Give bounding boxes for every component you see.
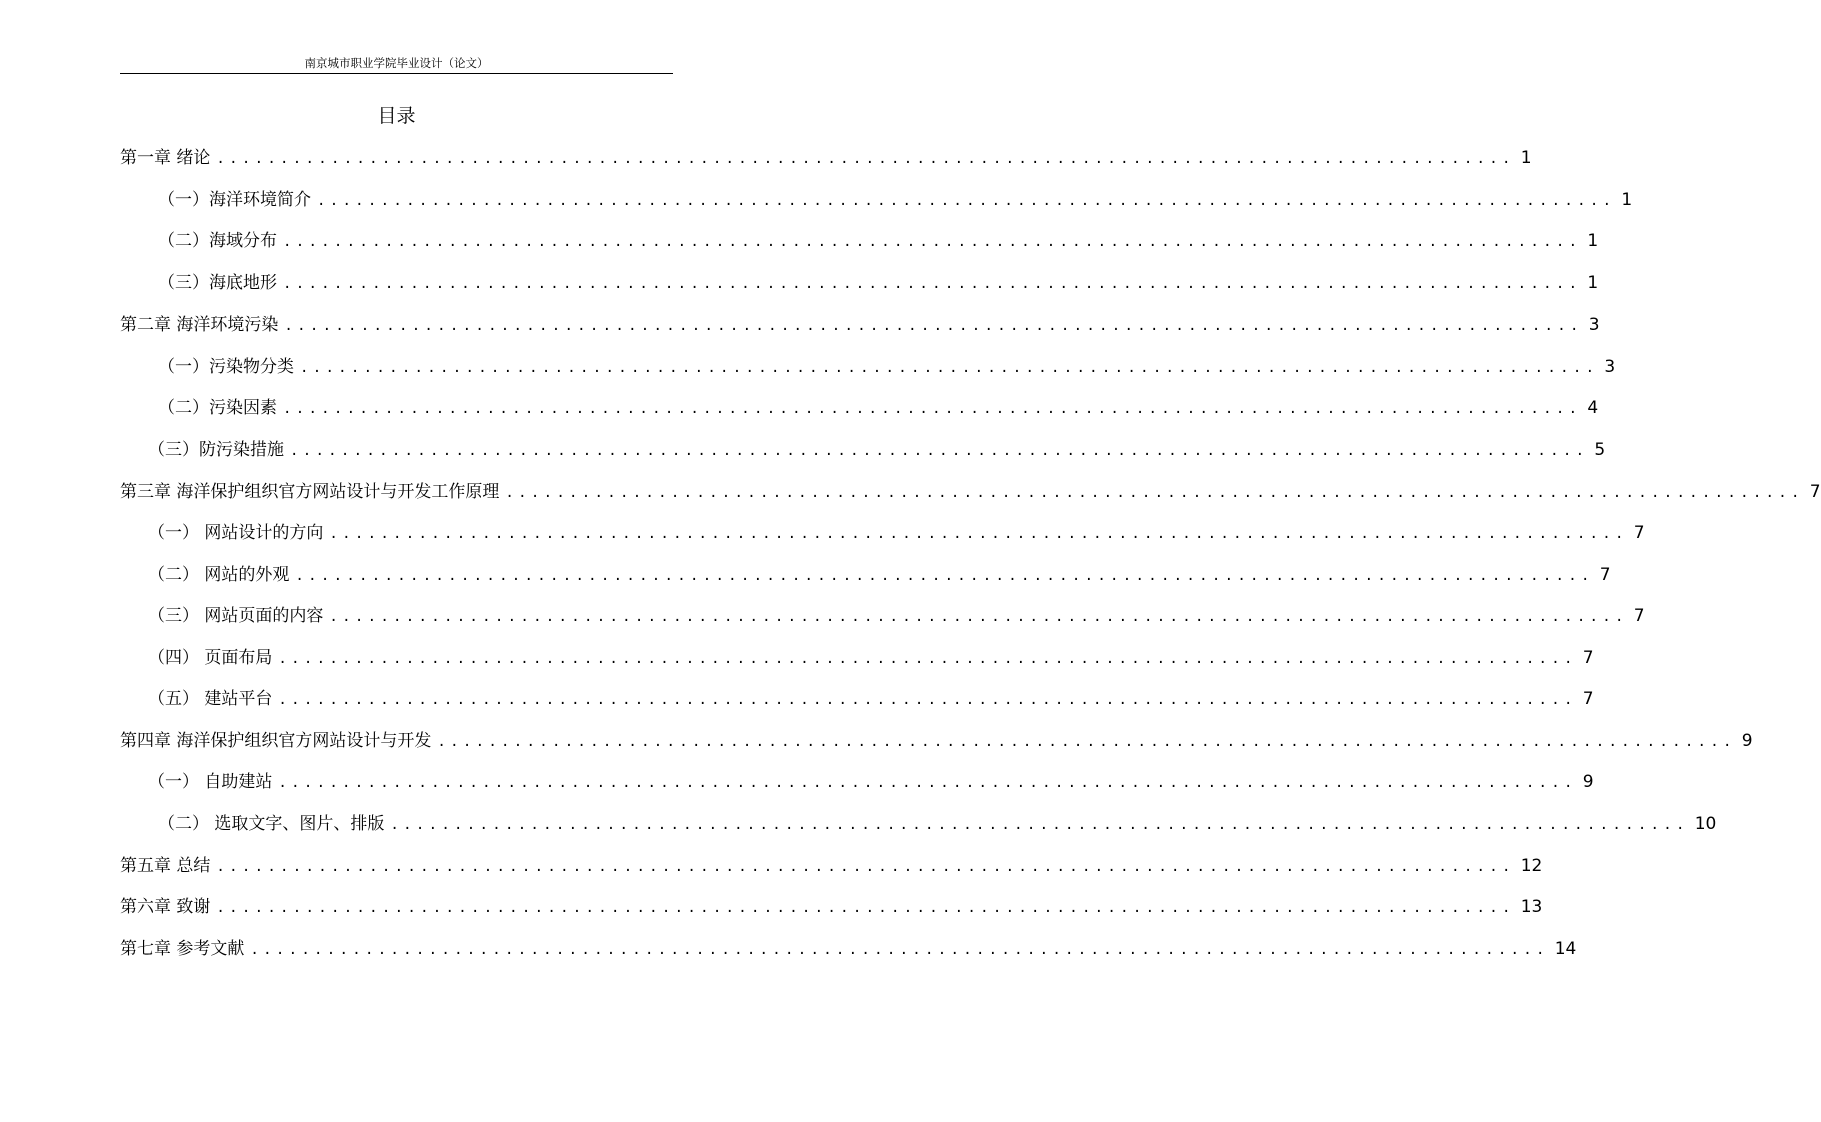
toc-dot-leader: ...................................................................................................... xyxy=(300,360,1599,376)
toc-entry-title: （二）污染因素 xyxy=(158,398,277,418)
toc-entry-title: （一）海洋环境简介 xyxy=(158,190,311,210)
toc-entry[interactable] xyxy=(120,314,1600,337)
toc-entry[interactable] xyxy=(148,688,1594,711)
toc-entry-title: （二）海域分布 xyxy=(158,231,277,251)
toc-entry-title: 第二章 海洋环境污染 xyxy=(120,315,279,335)
toc-entry[interactable] xyxy=(158,356,1616,379)
toc-entry[interactable] xyxy=(148,522,1645,545)
toc-dot-leader: ...................................................................................................... xyxy=(250,942,1549,958)
toc-entry-page: 3 xyxy=(1588,315,1600,335)
toc-entry-page: 14 xyxy=(1554,939,1577,959)
toc-entry-title: 第六章 致谢 xyxy=(120,897,211,917)
toc-entry-title: 第一章 绪论 xyxy=(120,148,211,168)
toc-entry[interactable] xyxy=(148,564,1611,587)
toc-dot-leader: ...................................................................................................... xyxy=(278,775,1577,791)
toc-entry[interactable] xyxy=(158,813,1717,836)
toc-entry-page: 9 xyxy=(1582,772,1594,792)
toc-entry-page: 9 xyxy=(1741,731,1753,751)
toc-entry-title: 第七章 参考文献 xyxy=(120,939,245,959)
toc-title: 目录 xyxy=(377,105,416,127)
toc-entry-title: （五） 建站平台 xyxy=(148,689,273,709)
toc-entry[interactable] xyxy=(148,647,1594,670)
toc-entry-title: 第五章 总结 xyxy=(120,856,211,876)
toc-entry-page: 1 xyxy=(1587,273,1599,293)
toc-entry-title: （一） 自助建站 xyxy=(148,772,273,792)
toc-entry-title: （四） 页面布局 xyxy=(148,648,273,668)
toc-entry-page: 3 xyxy=(1604,357,1616,377)
toc-entry-page: 5 xyxy=(1594,440,1606,460)
toc-entry[interactable] xyxy=(158,230,1599,253)
toc-dot-leader: ...................................................................................................... xyxy=(329,609,1628,625)
toc-dot-leader: ...................................................................................................... xyxy=(505,485,1804,501)
toc-dot-leader: ...................................................................................................... xyxy=(437,734,1736,750)
toc-entry-page: 7 xyxy=(1633,523,1645,543)
toc-entry[interactable] xyxy=(148,605,1645,628)
toc-dot-leader: ...................................................................................................... xyxy=(216,859,1515,875)
toc-entry-page: 7 xyxy=(1582,689,1594,709)
toc-dot-leader: ...................................................................................................... xyxy=(283,234,1582,250)
toc-entry[interactable] xyxy=(158,189,1633,212)
toc-entry[interactable] xyxy=(148,439,1606,462)
toc-entry[interactable] xyxy=(120,938,1577,961)
toc-dot-leader: ...................................................................................................... xyxy=(278,692,1577,708)
toc-entry-title: （一）污染物分类 xyxy=(158,357,294,377)
toc-entry[interactable] xyxy=(120,730,1753,753)
toc-dot-leader: ...................................................................................................... xyxy=(290,443,1589,459)
toc-entry[interactable] xyxy=(120,481,1821,504)
toc-entry-page: 13 xyxy=(1520,897,1543,917)
toc-entry-page: 10 xyxy=(1694,814,1717,834)
toc-entry-page: 7 xyxy=(1633,606,1645,626)
toc-entry-title: （二） 选取文字、图片、排版 xyxy=(158,814,385,834)
toc-entry[interactable] xyxy=(120,147,1532,170)
toc-entry-title: 第四章 海洋保护组织官方网站设计与开发 xyxy=(120,731,432,751)
toc-entry-title: （三）海底地形 xyxy=(158,273,277,293)
toc-entry-title: （三）防污染措施 xyxy=(148,440,284,460)
toc-entry-page: 12 xyxy=(1520,856,1543,876)
toc-entry-page: 4 xyxy=(1587,398,1599,418)
toc-entry[interactable] xyxy=(158,397,1599,420)
toc-dot-leader: ...................................................................................................... xyxy=(390,817,1689,833)
toc-dot-leader: ...................................................................................................... xyxy=(283,401,1582,417)
toc-entry-page: 7 xyxy=(1599,565,1611,585)
toc-dot-leader: ...................................................................................................... xyxy=(329,526,1628,542)
toc-entry-page: 1 xyxy=(1621,190,1633,210)
toc-entry-title: （一） 网站设计的方向 xyxy=(148,523,324,543)
toc-entry[interactable] xyxy=(120,896,1543,919)
toc-entry[interactable] xyxy=(120,855,1543,878)
toc-dot-leader: ...................................................................................................... xyxy=(284,318,1583,334)
toc-entry-title: （二） 网站的外观 xyxy=(148,565,290,585)
toc-entry-page: 1 xyxy=(1587,231,1599,251)
toc-dot-leader: ...................................................................................................... xyxy=(283,276,1582,292)
running-header: 南京城市职业学院毕业设计（论文） xyxy=(304,56,489,70)
toc-entry-page: 7 xyxy=(1582,648,1594,668)
toc-dot-leader: ...................................................................................................... xyxy=(278,651,1577,667)
toc-dot-leader: ...................................................................................................... xyxy=(295,568,1594,584)
toc-dot-leader: ...................................................................................................... xyxy=(317,193,1616,209)
toc-dot-leader: ...................................................................................................... xyxy=(216,900,1515,916)
toc-entry-title: （三） 网站页面的内容 xyxy=(148,606,324,626)
toc-entry[interactable] xyxy=(148,771,1594,794)
toc-dot-leader: ...................................................................................................... xyxy=(216,151,1515,167)
toc-entry-page: 7 xyxy=(1809,482,1821,502)
toc-entry-title: 第三章 海洋保护组织官方网站设计与开发工作原理 xyxy=(120,482,500,502)
toc-entry-page: 1 xyxy=(1520,148,1532,168)
toc-entry[interactable] xyxy=(158,272,1599,295)
